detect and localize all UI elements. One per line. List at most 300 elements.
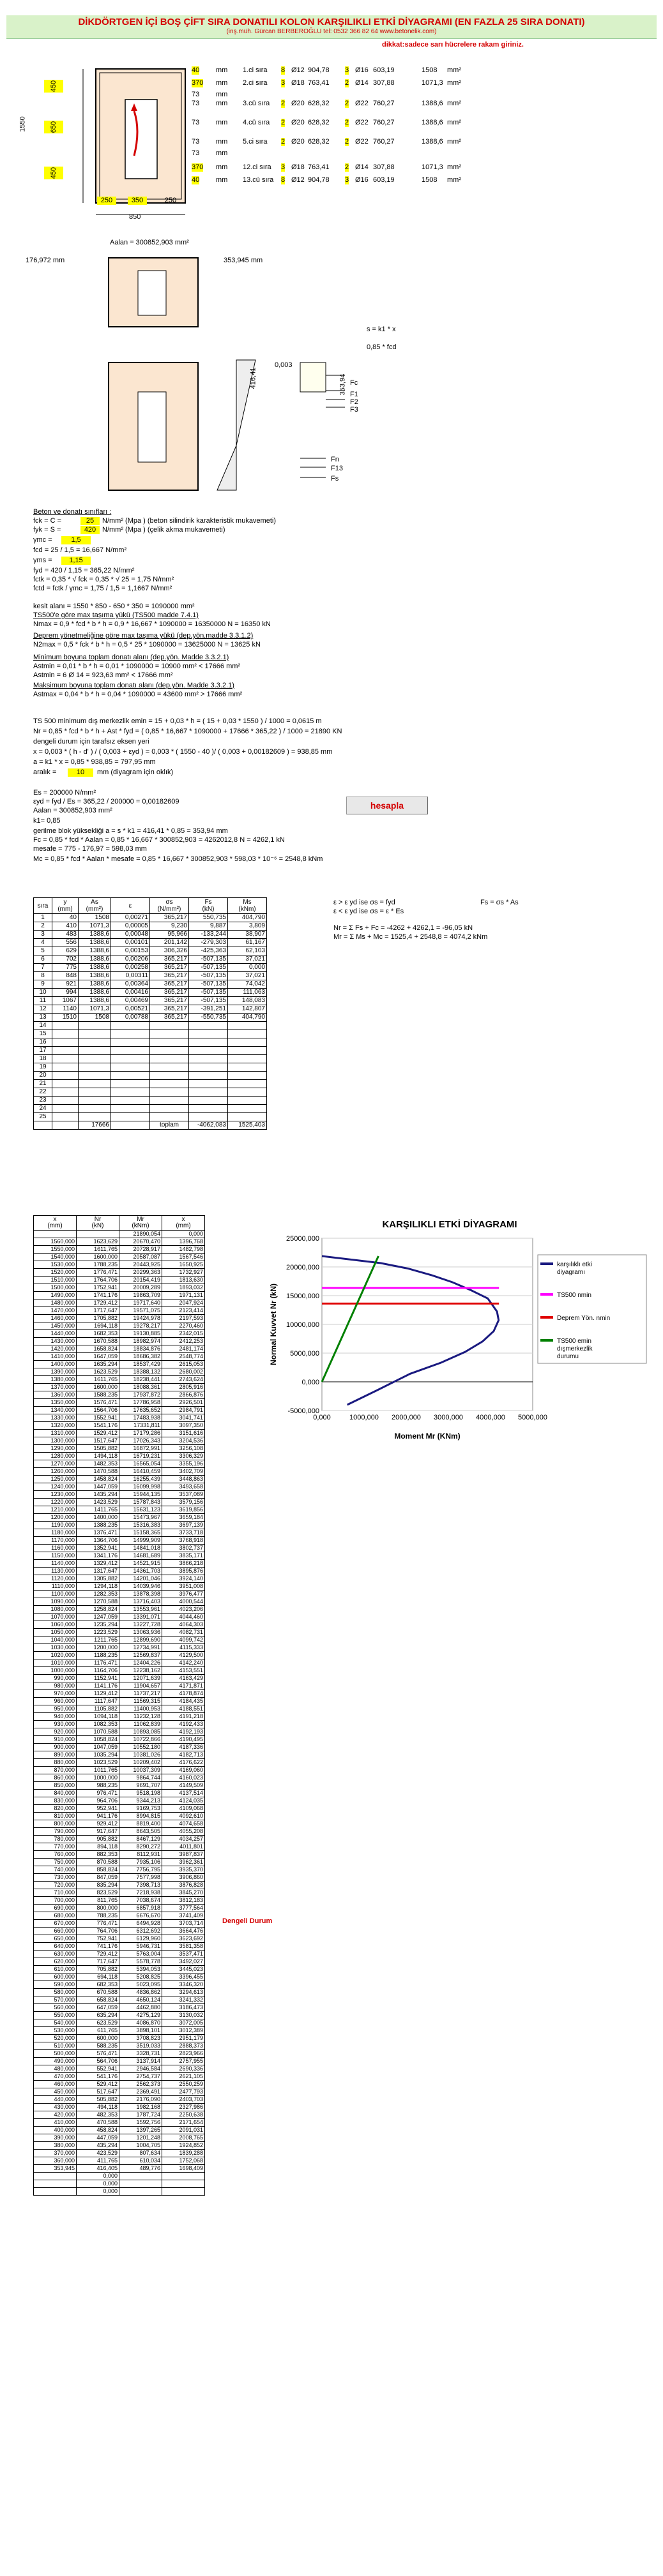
- ia-cell: 1376,471: [77, 1529, 119, 1537]
- legend-label: TS500 nmin: [557, 1292, 591, 1299]
- ia-cell: 552,941: [77, 2065, 119, 2073]
- ia-cell: 1611,765: [77, 1376, 119, 1384]
- ia-cell: 530,000: [34, 2027, 77, 2035]
- ia-cell: 835,294: [77, 1882, 119, 1889]
- ia-cell: 20728,917: [119, 1246, 162, 1254]
- table-row: [34, 2042, 205, 2050]
- table-row: [34, 1537, 205, 1545]
- layer-cell: [79, 1022, 111, 1030]
- table-row: [34, 1261, 205, 1269]
- layer-cell: [228, 1088, 267, 1097]
- ia-cell: 940,000: [34, 1713, 77, 1721]
- ia-cell: 9864,744: [119, 1774, 162, 1782]
- ia-cell: 1050,000: [34, 1629, 77, 1636]
- table-row: [34, 1728, 205, 1736]
- layer-cell: [189, 1080, 228, 1088]
- layer-cell: -391,251: [189, 1005, 228, 1014]
- ia-cell: 4149,509: [162, 1782, 205, 1790]
- ia-cell: 1560,000: [34, 1238, 77, 1246]
- ia-cell: 420,000: [34, 2111, 77, 2119]
- ia-cell: 3987,837: [162, 1851, 205, 1859]
- ia-cell: 1040,000: [34, 1636, 77, 1644]
- ia-cell: 3812,183: [162, 1897, 205, 1905]
- layer-cell: 306,326: [150, 947, 189, 955]
- ia-cell: 482,353: [77, 2111, 119, 2119]
- ia-cell: 10381,026: [119, 1751, 162, 1759]
- ia-cell: 4187,336: [162, 1744, 205, 1751]
- ia-cell: 15631,123: [119, 1506, 162, 1514]
- ia-cell: 4064,303: [162, 1621, 205, 1629]
- layer-cell: [111, 1022, 150, 1030]
- ia-cell: 17786,958: [119, 1399, 162, 1407]
- layer-cell: 0,00101: [111, 939, 150, 947]
- row-unit: mm: [216, 138, 228, 146]
- ia-cell: 729,412: [77, 1951, 119, 1958]
- row-n1[interactable]: 3: [281, 79, 286, 87]
- y-tick-label: 25000,000: [286, 1235, 319, 1243]
- table-row: [34, 1721, 205, 1728]
- h-dim-1[interactable]: 450: [44, 80, 63, 93]
- ia-cell: 1082,353: [77, 1721, 119, 1728]
- ia-cell: 20299,363: [119, 1269, 162, 1277]
- layer-cell: 365,217: [150, 980, 189, 989]
- ia-cell: 1370,000: [34, 1384, 77, 1391]
- row-a2: 603,19: [373, 66, 395, 74]
- table-row: [34, 1966, 205, 1973]
- layer-cell: [111, 1097, 150, 1105]
- table-row: [34, 1322, 205, 1330]
- ia-cell: 1600,000: [77, 1254, 119, 1261]
- interval-input[interactable]: 10: [68, 768, 93, 777]
- ia-cell: 1390,000: [34, 1368, 77, 1376]
- layer-cell: 15: [34, 1030, 52, 1038]
- table-row: [34, 1621, 205, 1629]
- row-n1[interactable]: 3: [281, 163, 286, 171]
- table-row: [34, 1022, 267, 1030]
- layer-cell: 142,807: [228, 1005, 267, 1014]
- ia-cell: 2621,105: [162, 2073, 205, 2081]
- layer-total-as: 17666: [79, 1121, 111, 1130]
- layer-cell: 921: [52, 980, 79, 989]
- balanced-state-label: Dengeli Durum: [222, 1917, 273, 1925]
- limit-line: Nmax = 0,9 * fcd * b * h = 0,9 * 16,667 * 1090000 = 16350000 N = 16350 kN: [33, 620, 271, 628]
- ia-header: x (mm): [162, 1216, 205, 1231]
- layer-cell: 3,809: [228, 922, 267, 931]
- ia-cell: 3130,032: [162, 2012, 205, 2019]
- layer-cell: 20: [34, 1072, 52, 1080]
- ia-cell: 3256,108: [162, 1445, 205, 1453]
- table-row: [34, 1292, 205, 1299]
- table-row: [34, 1859, 205, 1866]
- ia-cell: 4160,023: [162, 1774, 205, 1782]
- ia-cell: 16719,231: [119, 1453, 162, 1460]
- ia-cell: 3294,613: [162, 1989, 205, 1996]
- ia-cell: 670,000: [34, 1920, 77, 1928]
- ia-cell: 990,000: [34, 1675, 77, 1682]
- table-row: [34, 1912, 205, 1920]
- ia-cell: 1839,288: [162, 2150, 205, 2157]
- layer-cell: -133,244: [189, 931, 228, 939]
- row-a2: 603,19: [373, 176, 395, 184]
- ia-cell: 694,118: [77, 1973, 119, 1981]
- ia-cell: 3619,856: [162, 1506, 205, 1514]
- row-d1: Ø12: [291, 176, 305, 184]
- row-offset: 73: [192, 149, 200, 157]
- ia-cell: 3402,709: [162, 1468, 205, 1476]
- ia-cell: 4171,871: [162, 1682, 205, 1690]
- layer-cell: [79, 1030, 111, 1038]
- row-n2[interactable]: 2: [345, 138, 349, 146]
- table-row: [34, 1552, 205, 1560]
- ia-cell: 3445,023: [162, 1966, 205, 1973]
- ia-cell: 620,000: [34, 1958, 77, 1966]
- ia-cell: 4184,435: [162, 1698, 205, 1705]
- ia-cell: 390,000: [34, 2134, 77, 2142]
- ia-cell: 1705,882: [77, 1315, 119, 1322]
- k1-label: s = k1 * x: [367, 326, 396, 333]
- table-row: [34, 1460, 205, 1468]
- row-n2[interactable]: 2: [345, 79, 349, 87]
- table-row: [34, 1246, 205, 1254]
- ia-cell: 1787,724: [119, 2111, 162, 2119]
- table-row: [34, 1307, 205, 1315]
- ia-cell: 4124,035: [162, 1797, 205, 1805]
- layer-cell: 4: [34, 939, 52, 947]
- ia-cell: 15158,365: [119, 1529, 162, 1537]
- row-n1[interactable]: 2: [281, 138, 286, 146]
- row-name: 12.ci sıra: [243, 163, 271, 171]
- ia-cell: 4023,206: [162, 1606, 205, 1614]
- layer-cell: [79, 1038, 111, 1047]
- ia-cell: 670,588: [77, 1989, 119, 1996]
- layer-cell: 365,217: [150, 972, 189, 980]
- ia-cell: 1010,000: [34, 1659, 77, 1667]
- layer-cell: 11: [34, 997, 52, 1005]
- row-a2: 307,88: [373, 163, 395, 171]
- ia-cell: 564,706: [77, 2058, 119, 2065]
- ia-cell: [77, 1231, 119, 1238]
- ia-cell: 610,034: [119, 2157, 162, 2165]
- ia-cell: 14361,703: [119, 1568, 162, 1575]
- layer-cell: [150, 1097, 189, 1105]
- ia-cell: 1410,000: [34, 1353, 77, 1361]
- layer-header: sıra: [34, 898, 52, 914]
- ia-cell: 1290,000: [34, 1445, 77, 1453]
- ia-cell: 3204,536: [162, 1437, 205, 1445]
- layer-cell: [52, 1088, 79, 1097]
- y-tick-label: -5000,000: [287, 1407, 319, 1415]
- limit-line: Maksimum boyuna toplam donatı alanı (dep.yön. Madde 3.3.2.1): [33, 682, 234, 689]
- h-dim-2[interactable]: 650: [44, 121, 63, 133]
- ia-cell: 760,000: [34, 1851, 77, 1859]
- ia-cell: 1411,765: [77, 1506, 119, 1514]
- ia-cell: 790,000: [34, 1828, 77, 1836]
- ia-cell: 430,000: [34, 2104, 77, 2111]
- ia-cell: 7935,106: [119, 1859, 162, 1866]
- ia-cell: 370,000: [34, 2150, 77, 2157]
- layer-cell: [228, 1113, 267, 1121]
- fck-input[interactable]: 25: [80, 517, 100, 525]
- ia-cell: 9691,707: [119, 1782, 162, 1790]
- ia-cell: 810,000: [34, 1813, 77, 1820]
- row-offset[interactable]: 40: [192, 176, 200, 184]
- layer-cell: [228, 1047, 267, 1055]
- layer-cell: 61,167: [228, 939, 267, 947]
- ia-cell: 8643,505: [119, 1828, 162, 1836]
- layer-cell: [189, 1030, 228, 1038]
- ia-cell: 1588,235: [77, 1391, 119, 1399]
- layer-cell: 95,966: [150, 931, 189, 939]
- steel-line: Mc = 0,85 * fcd * Aalan * mesafe = 0,85 * 16,667 * 300852,903 * 598,03 * 10⁻⁶ = 2548,8 kNm: [33, 855, 323, 863]
- layer-cell: 1388,6: [79, 980, 111, 989]
- table-row: [34, 1820, 205, 1828]
- ia-header: Mr (kNm): [119, 1216, 162, 1231]
- ia-cell: 1670,588: [77, 1338, 119, 1345]
- row-n1[interactable]: 8: [281, 66, 286, 74]
- table-row: [34, 1277, 205, 1284]
- formula-fs: Fs = σs * As: [480, 899, 519, 906]
- layer-cell: 404,790: [228, 1014, 267, 1022]
- layer-cell: [79, 1055, 111, 1063]
- layer-cell: [228, 1038, 267, 1047]
- hollow-top2-label: 353,945 mm: [224, 257, 263, 264]
- layer-cell: [228, 1063, 267, 1072]
- table-row: [34, 1353, 205, 1361]
- ia-cell: 2743,624: [162, 1376, 205, 1384]
- table-row: [34, 1874, 205, 1882]
- table-row: [34, 1453, 205, 1460]
- row-n1[interactable]: 2: [281, 100, 286, 107]
- layer-cell: 16: [34, 1038, 52, 1047]
- table-row: [34, 1774, 205, 1782]
- ia-cell: 1235,294: [77, 1621, 119, 1629]
- ia-cell: 19130,885: [119, 1330, 162, 1338]
- table-row: [34, 1851, 205, 1859]
- layer-cell: 1388,6: [79, 997, 111, 1005]
- ia-cell: 2984,791: [162, 1407, 205, 1414]
- ia-cell: 3951,008: [162, 1583, 205, 1591]
- row-offset: 370: [192, 163, 204, 171]
- table-row: [34, 1736, 205, 1744]
- table-row: [34, 2104, 205, 2111]
- ia-cell: 460,000: [34, 2081, 77, 2088]
- ia-cell: 10893,085: [119, 1728, 162, 1736]
- ia-cell: 3041,741: [162, 1414, 205, 1422]
- row-offset[interactable]: 40: [192, 66, 200, 74]
- ia-cell: 520,000: [34, 2035, 77, 2042]
- table-row: [34, 2019, 205, 2027]
- row-unit: mm: [216, 176, 228, 184]
- layer-cell: [52, 1063, 79, 1072]
- table-row: [34, 1506, 205, 1514]
- fyk-label: fyk = S =: [33, 526, 61, 534]
- table-row: [34, 1414, 205, 1422]
- table-row: [34, 2088, 205, 2096]
- ia-cell: 1080,000: [34, 1606, 77, 1614]
- x-tick-label: 3000,000: [434, 1414, 463, 1421]
- table-row: [34, 1897, 205, 1905]
- ia-cell: 1360,000: [34, 1391, 77, 1399]
- b-dim-2[interactable]: 350: [128, 197, 147, 205]
- ia-cell: 3137,914: [119, 2058, 162, 2065]
- table-row: [34, 2180, 205, 2188]
- ia-cell: 1220,000: [34, 1499, 77, 1506]
- layer-cell: 365,217: [150, 914, 189, 922]
- row-sum: 1388,6: [422, 119, 443, 126]
- b-dim-1[interactable]: 250: [97, 197, 116, 205]
- ia-cell: 920,000: [34, 1728, 77, 1736]
- layer-cell: 1388,6: [79, 939, 111, 947]
- ia-cell: 1450,000: [34, 1322, 77, 1330]
- layer-cell: [189, 1113, 228, 1121]
- layer-cell: 1: [34, 914, 52, 922]
- row-d2: Ø22: [355, 100, 369, 107]
- ia-cell: 1788,235: [77, 1261, 119, 1269]
- ia-cell: 3579,156: [162, 1499, 205, 1506]
- layer-cell: 994: [52, 989, 79, 997]
- table-row: [34, 1063, 267, 1072]
- row-unit: mm: [216, 100, 228, 107]
- layer-cell: 25: [34, 1113, 52, 1121]
- row-d2: Ø14: [355, 163, 369, 171]
- layer-table: [33, 897, 267, 1130]
- ia-cell: 3537,471: [162, 1951, 205, 1958]
- ia-cell: 5023,095: [119, 1981, 162, 1989]
- ia-cell: 1270,000: [34, 1460, 77, 1468]
- gmc-input[interactable]: 1,5: [61, 536, 91, 544]
- ia-cell: 1776,471: [77, 1269, 119, 1277]
- layer-header: As (mm²): [79, 898, 111, 914]
- ia-cell: 630,000: [34, 1951, 77, 1958]
- ia-cell: 1011,765: [77, 1767, 119, 1774]
- ia-cell: 800,000: [34, 1820, 77, 1828]
- fyk-input[interactable]: 420: [80, 526, 100, 534]
- layer-cell: [52, 1030, 79, 1038]
- ia-cell: 611,765: [77, 2027, 119, 2035]
- table-row: [34, 922, 267, 931]
- ia-cell: 2123,414: [162, 1307, 205, 1315]
- hesapla-button[interactable]: hesapla: [346, 797, 428, 814]
- ia-cell: 1611,765: [77, 1246, 119, 1254]
- ia-cell: 400,000: [34, 2127, 77, 2134]
- layer-cell: 0,00048: [111, 931, 150, 939]
- ia-cell: 3935,370: [162, 1866, 205, 1874]
- row-n2[interactable]: 2: [345, 100, 349, 107]
- ia-cell: 20443,925: [119, 1261, 162, 1269]
- table-row: [34, 1759, 205, 1767]
- ia-cell: 4115,333: [162, 1644, 205, 1652]
- layer-cell: [111, 1038, 150, 1047]
- layer-cell: [150, 1088, 189, 1097]
- ia-cell: 741,176: [77, 1943, 119, 1951]
- row-n1[interactable]: 2: [281, 119, 286, 126]
- steel-line: k1= 0,85: [33, 817, 61, 825]
- ia-cell: 3664,476: [162, 1928, 205, 1935]
- row-n2[interactable]: 2: [345, 119, 349, 126]
- ia-cell: 1893,032: [162, 1284, 205, 1292]
- b-total: 850: [129, 213, 141, 221]
- layer-cell: [150, 1030, 189, 1038]
- table-row: [34, 1468, 205, 1476]
- ia-cell: 490,000: [34, 2058, 77, 2065]
- row-n2[interactable]: 3: [345, 66, 349, 74]
- ia-cell: 12071,639: [119, 1675, 162, 1682]
- table-row: [34, 2035, 205, 2042]
- layer-cell: [189, 1063, 228, 1072]
- ia-cell: 7038,674: [119, 1897, 162, 1905]
- ia-cell: 17635,652: [119, 1407, 162, 1414]
- ia-cell: 3703,714: [162, 1920, 205, 1928]
- ia-cell: 3493,658: [162, 1483, 205, 1491]
- ia-cell: 4169,060: [162, 1767, 205, 1774]
- ia-cell: 5394,053: [119, 1966, 162, 1973]
- ia-cell: 894,118: [77, 1843, 119, 1851]
- table-row: [34, 1951, 205, 1958]
- table-row: [34, 997, 267, 1005]
- table-row: [34, 1284, 205, 1292]
- layer-cell: [79, 1113, 111, 1121]
- layer-cell: 2: [34, 922, 52, 931]
- layer-header: Ms (kNm): [228, 898, 267, 914]
- layer-cell: 1388,6: [79, 972, 111, 980]
- ia-cell: 3623,692: [162, 1935, 205, 1943]
- table-row: [34, 972, 267, 980]
- layer-cell: 365,217: [150, 964, 189, 972]
- ia-cell: 4099,742: [162, 1636, 205, 1644]
- ia-cell: 15316,383: [119, 1522, 162, 1529]
- ia-cell: 7577,998: [119, 1874, 162, 1882]
- h-dim-3[interactable]: 450: [44, 167, 63, 179]
- ia-cell: 1388,235: [77, 1522, 119, 1529]
- ia-cell: 941,176: [77, 1813, 119, 1820]
- ia-cell: 1567,546: [162, 1254, 205, 1261]
- ia-cell: [162, 2188, 205, 2196]
- fcd-line: fcd = 25 / 1,5 = 16,667 N/mm²: [33, 546, 127, 554]
- table-row: [34, 1038, 267, 1047]
- table-row: [34, 964, 267, 972]
- x-tick-label: 5000,000: [518, 1414, 547, 1421]
- ia-cell: 17179,286: [119, 1430, 162, 1437]
- ia-cell: 9344,213: [119, 1797, 162, 1805]
- layer-total-label: toplam: [150, 1121, 189, 1130]
- table-row: [34, 1080, 267, 1088]
- row-n2[interactable]: 3: [345, 176, 349, 184]
- ia-cell: 11062,839: [119, 1721, 162, 1728]
- table-row: [34, 1790, 205, 1797]
- ia-cell: 1004,705: [119, 2142, 162, 2150]
- row-name: 1.ci sıra: [243, 66, 268, 74]
- layer-cell: [111, 1047, 150, 1055]
- row-n1[interactable]: 8: [281, 176, 286, 184]
- table-row: [34, 2004, 205, 2012]
- ia-cell: 882,353: [77, 1851, 119, 1859]
- ia-cell: 788,235: [77, 1912, 119, 1920]
- ia-cell: 1447,059: [77, 1483, 119, 1491]
- ia-cell: 980,000: [34, 1682, 77, 1690]
- table-row: [34, 1813, 205, 1820]
- row-n2[interactable]: 2: [345, 163, 349, 171]
- ia-cell: 17026,343: [119, 1437, 162, 1445]
- ia-cell: 3396,455: [162, 1973, 205, 1981]
- ia-cell: 15944,135: [119, 1491, 162, 1499]
- ia-cell: 6676,670: [119, 1912, 162, 1920]
- layer-cell: -279,303: [189, 939, 228, 947]
- layer-cell: 9: [34, 980, 52, 989]
- ia-cell: [162, 2180, 205, 2188]
- gms-input[interactable]: 1,15: [61, 557, 91, 565]
- row-d2: Ø16: [355, 176, 369, 184]
- ia-cell: 952,941: [77, 1805, 119, 1813]
